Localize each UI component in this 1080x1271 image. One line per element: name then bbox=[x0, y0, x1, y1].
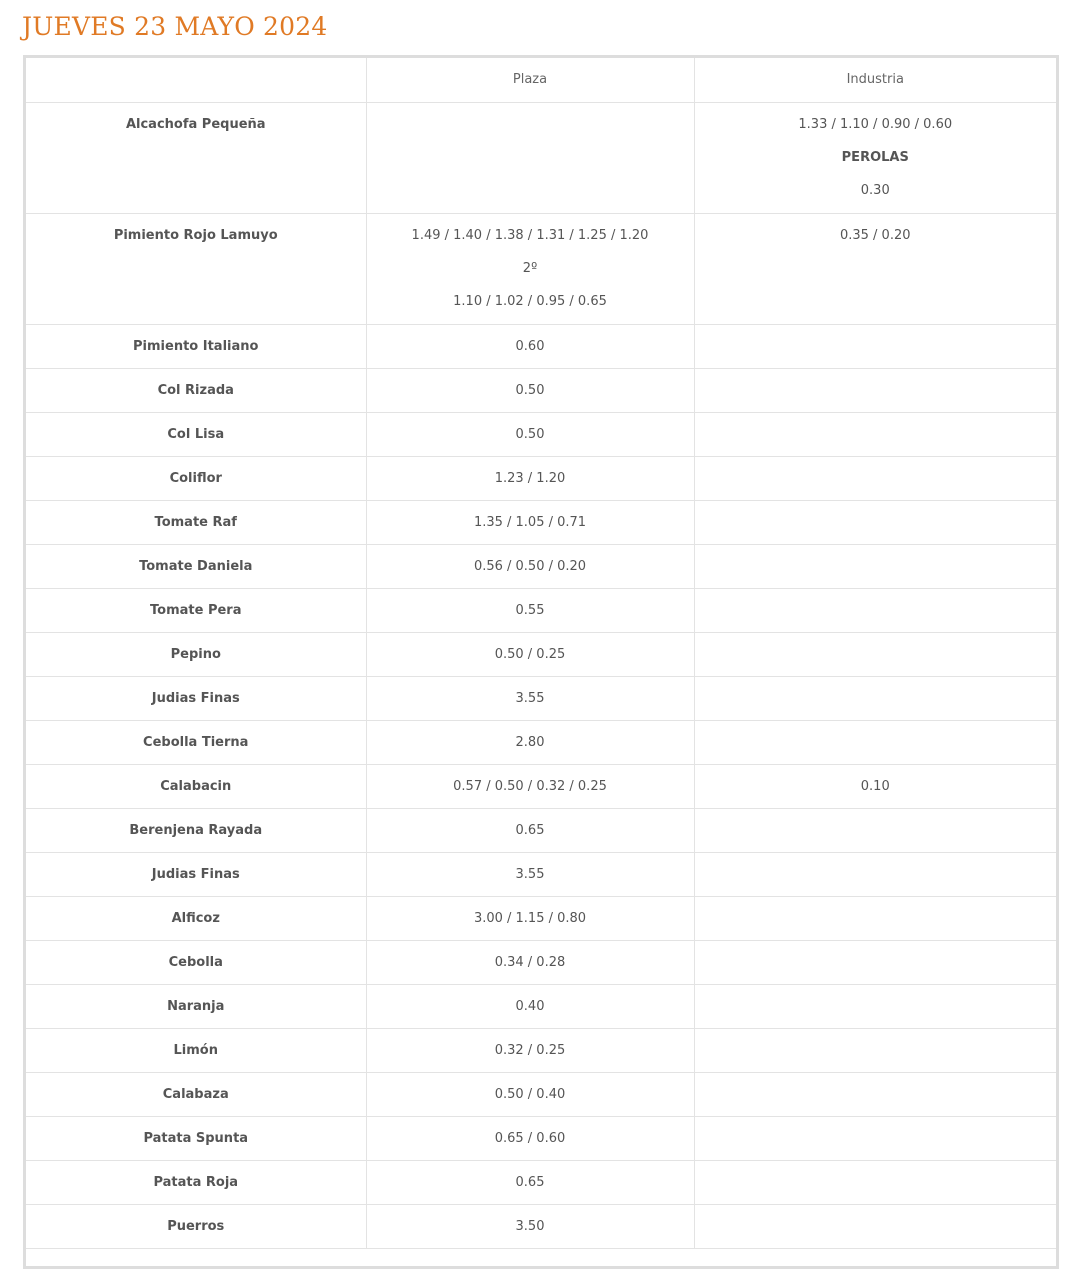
product-name: Puerros bbox=[167, 1218, 225, 1234]
plaza-cell bbox=[366, 213, 694, 324]
product-cell bbox=[26, 500, 366, 544]
plaza-value: 1.23 / 1.20 bbox=[494, 470, 566, 486]
header-industria bbox=[694, 58, 1056, 102]
industria-cell bbox=[694, 676, 1056, 720]
industria-cell bbox=[694, 632, 1056, 676]
product-cell bbox=[26, 984, 366, 1028]
plaza-cell bbox=[366, 588, 694, 632]
product-name: Calabacin bbox=[160, 778, 232, 794]
product-name: Tomate Raf bbox=[154, 514, 237, 530]
product-cell bbox=[26, 544, 366, 588]
product-name: Patata Spunta bbox=[143, 1130, 249, 1146]
plaza-cell bbox=[366, 1028, 694, 1072]
plaza-cell bbox=[366, 500, 694, 544]
product-cell bbox=[26, 852, 366, 896]
header-product-label bbox=[26, 58, 366, 63]
plaza-value: 0.65 / 0.60 bbox=[494, 1130, 566, 1146]
table-row bbox=[26, 102, 1056, 213]
plaza-cell bbox=[366, 1116, 694, 1160]
plaza-cell bbox=[366, 632, 694, 676]
industria-cell bbox=[694, 456, 1056, 500]
plaza-value: 2º bbox=[522, 260, 538, 276]
plaza-value: 0.57 / 0.50 / 0.32 / 0.25 bbox=[453, 778, 607, 794]
plaza-cell bbox=[366, 1072, 694, 1116]
industria-value: PEROLAS bbox=[841, 149, 909, 165]
product-cell bbox=[26, 720, 366, 764]
price-table bbox=[26, 58, 1056, 1249]
table-row bbox=[26, 764, 1056, 808]
product-name: Cebolla bbox=[168, 954, 223, 970]
product-cell bbox=[26, 632, 366, 676]
product-name: Tomate Daniela bbox=[139, 558, 253, 574]
table-row bbox=[26, 500, 1056, 544]
plaza-value: 0.32 / 0.25 bbox=[494, 1042, 566, 1058]
table-row bbox=[26, 588, 1056, 632]
industria-cell bbox=[694, 213, 1056, 324]
plaza-value: 0.60 bbox=[515, 338, 545, 354]
product-cell bbox=[26, 1072, 366, 1116]
table-row bbox=[26, 1160, 1056, 1204]
product-name: Alcachofa Pequeña bbox=[125, 116, 266, 132]
plaza-value: 1.35 / 1.05 / 0.71 bbox=[473, 514, 587, 530]
table-header-row bbox=[26, 58, 1056, 102]
product-cell bbox=[26, 368, 366, 412]
plaza-cell bbox=[366, 852, 694, 896]
product-cell bbox=[26, 764, 366, 808]
product-cell bbox=[26, 588, 366, 632]
product-cell bbox=[26, 940, 366, 984]
plaza-value: 0.65 bbox=[515, 1174, 545, 1190]
plaza-value: 0.50 bbox=[515, 382, 545, 398]
plaza-value: 1.10 / 1.02 / 0.95 / 0.65 bbox=[453, 293, 607, 309]
industria-cell bbox=[694, 1028, 1056, 1072]
product-name: Col Lisa bbox=[167, 426, 225, 442]
product-name: Patata Roja bbox=[153, 1174, 239, 1190]
industria-cell bbox=[694, 940, 1056, 984]
industria-cell bbox=[694, 1072, 1056, 1116]
industria-cell bbox=[694, 852, 1056, 896]
header-industria-label: Industria bbox=[846, 72, 904, 87]
plaza-cell bbox=[366, 368, 694, 412]
plaza-value: 0.50 bbox=[515, 426, 545, 442]
industria-value: 0.10 bbox=[860, 778, 890, 794]
header-plaza bbox=[366, 58, 694, 102]
table-row bbox=[26, 324, 1056, 368]
product-name: Calabaza bbox=[162, 1086, 229, 1102]
product-cell bbox=[26, 808, 366, 852]
industria-value: 0.35 / 0.20 bbox=[839, 227, 911, 243]
plaza-cell bbox=[366, 544, 694, 588]
industria-cell bbox=[694, 1204, 1056, 1248]
plaza-cell bbox=[366, 984, 694, 1028]
product-cell bbox=[26, 676, 366, 720]
product-name: Pepino bbox=[170, 646, 221, 662]
product-name: Pimiento Rojo Lamuyo bbox=[113, 227, 278, 243]
plaza-cell bbox=[366, 720, 694, 764]
plaza-cell bbox=[366, 676, 694, 720]
plaza-value: 0.55 bbox=[515, 602, 545, 618]
table-row bbox=[26, 984, 1056, 1028]
table-row bbox=[26, 412, 1056, 456]
industria-cell bbox=[694, 500, 1056, 544]
plaza-cell bbox=[366, 412, 694, 456]
plaza-value: 1.49 / 1.40 / 1.38 / 1.31 / 1.25 / 1.20 bbox=[411, 227, 649, 243]
plaza-cell bbox=[366, 1204, 694, 1248]
plaza-value: 3.55 bbox=[515, 690, 545, 706]
table-row bbox=[26, 456, 1056, 500]
product-name: Pimiento Italiano bbox=[133, 338, 259, 354]
industria-cell bbox=[694, 544, 1056, 588]
plaza-cell bbox=[366, 102, 694, 213]
product-cell bbox=[26, 412, 366, 456]
industria-value: 0.30 bbox=[860, 182, 890, 198]
industria-cell bbox=[694, 588, 1056, 632]
plaza-cell bbox=[366, 324, 694, 368]
product-cell bbox=[26, 896, 366, 940]
product-name: Tomate Pera bbox=[150, 602, 242, 618]
industria-cell bbox=[694, 368, 1056, 412]
product-name: Judias Finas bbox=[151, 866, 240, 882]
product-cell bbox=[26, 1204, 366, 1248]
table-row bbox=[26, 720, 1056, 764]
industria-cell bbox=[694, 764, 1056, 808]
product-name: Berenjena Rayada bbox=[129, 822, 263, 838]
plaza-value: 0.34 / 0.28 bbox=[494, 954, 566, 970]
plaza-value: 2.80 bbox=[515, 734, 545, 750]
product-name: Alficoz bbox=[171, 910, 220, 926]
table-row bbox=[26, 940, 1056, 984]
plaza-value: 3.00 / 1.15 / 0.80 bbox=[473, 910, 587, 926]
product-name: Cebolla Tierna bbox=[143, 734, 249, 750]
table-row bbox=[26, 1072, 1056, 1116]
plaza-value: 3.55 bbox=[515, 866, 545, 882]
plaza-cell bbox=[366, 896, 694, 940]
product-cell bbox=[26, 213, 366, 324]
industria-value: 1.33 / 1.10 / 0.90 / 0.60 bbox=[798, 116, 953, 132]
industria-cell bbox=[694, 1116, 1056, 1160]
product-cell bbox=[26, 1160, 366, 1204]
table-row bbox=[26, 896, 1056, 940]
plaza-cell bbox=[366, 1160, 694, 1204]
product-cell bbox=[26, 1116, 366, 1160]
product-cell bbox=[26, 1028, 366, 1072]
industria-cell bbox=[694, 720, 1056, 764]
plaza-value: 0.50 / 0.40 bbox=[494, 1086, 566, 1102]
table-row bbox=[26, 1204, 1056, 1248]
table-row bbox=[26, 676, 1056, 720]
product-name: Judias Finas bbox=[151, 690, 240, 706]
price-table-body bbox=[26, 58, 1056, 1248]
header-plaza-label: Plaza bbox=[512, 72, 548, 87]
product-cell bbox=[26, 456, 366, 500]
industria-cell bbox=[694, 896, 1056, 940]
plaza-value: 3.50 bbox=[515, 1218, 545, 1234]
industria-cell bbox=[694, 102, 1056, 213]
table-row bbox=[26, 1028, 1056, 1072]
table-row bbox=[26, 368, 1056, 412]
plaza-cell bbox=[366, 456, 694, 500]
industria-cell bbox=[694, 984, 1056, 1028]
industria-cell bbox=[694, 808, 1056, 852]
page-title: JUEVES 23 MAYO 2024 bbox=[22, 12, 328, 41]
industria-cell bbox=[694, 412, 1056, 456]
header-product bbox=[26, 58, 366, 102]
product-cell bbox=[26, 324, 366, 368]
plaza-cell bbox=[366, 940, 694, 984]
table-row bbox=[26, 1116, 1056, 1160]
product-cell bbox=[26, 102, 366, 213]
product-name: Naranja bbox=[167, 998, 225, 1014]
product-name: Coliflor bbox=[169, 470, 222, 486]
table-row bbox=[26, 808, 1056, 852]
table-row bbox=[26, 852, 1056, 896]
plaza-value: 0.65 bbox=[515, 822, 545, 838]
plaza-value: 0.56 / 0.50 / 0.20 bbox=[473, 558, 587, 574]
table-row bbox=[26, 632, 1056, 676]
table-row bbox=[26, 213, 1056, 324]
plaza-cell bbox=[366, 764, 694, 808]
plaza-cell bbox=[366, 808, 694, 852]
plaza-value: 0.40 bbox=[515, 998, 545, 1014]
plaza-value: 0.50 / 0.25 bbox=[494, 646, 566, 662]
product-name: Limón bbox=[173, 1042, 218, 1058]
table-row bbox=[26, 544, 1056, 588]
industria-cell bbox=[694, 324, 1056, 368]
industria-cell bbox=[694, 1160, 1056, 1204]
price-table-frame bbox=[23, 55, 1059, 1269]
product-name: Col Rizada bbox=[157, 382, 234, 398]
